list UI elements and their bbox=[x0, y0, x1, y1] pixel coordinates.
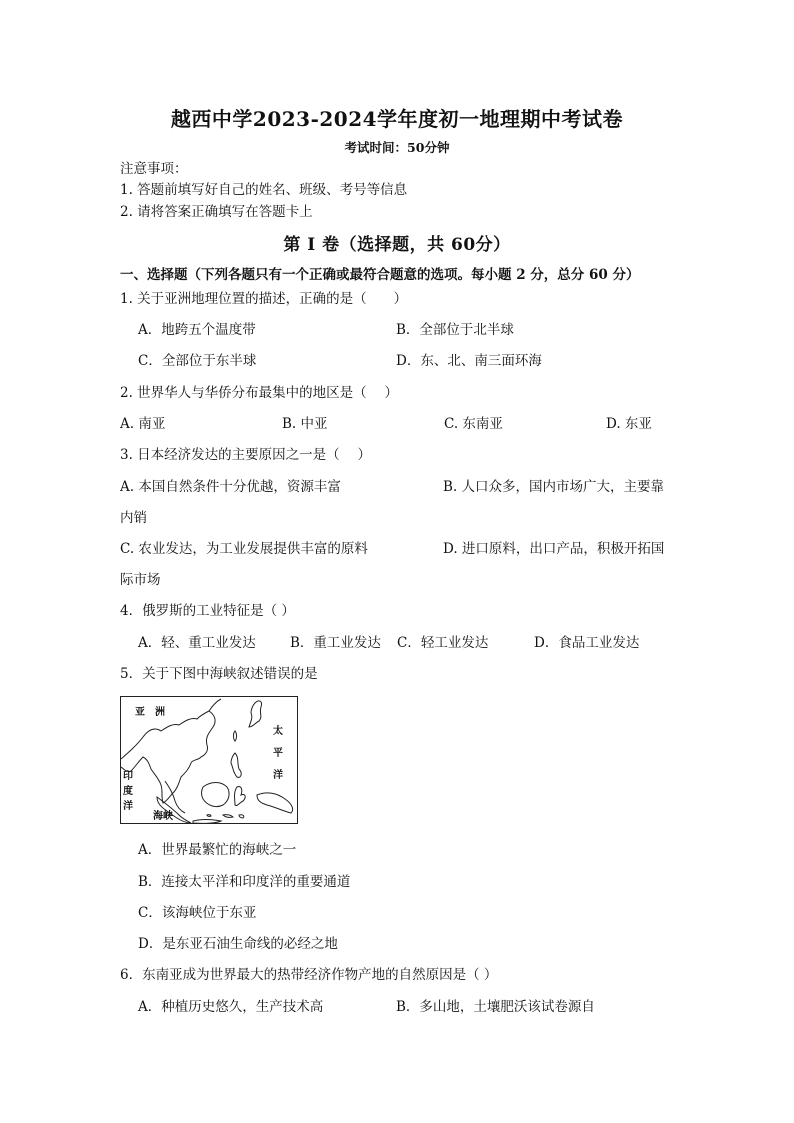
option: B. 人口众多，国内市场广大，主要靠 bbox=[443, 479, 665, 495]
option: B．多山地，土壤肥沃该试卷源自 bbox=[396, 999, 595, 1015]
section-title: 第 I 卷（选择题，共 60分） bbox=[283, 235, 511, 255]
option: A．地跨五个温度带 bbox=[138, 322, 256, 338]
question-stem: 2. 世界华人与华侨分布最集中的地区是（ ） bbox=[120, 385, 398, 401]
option: D．食品工业发达 bbox=[534, 635, 640, 651]
label-asia: 亚 洲 bbox=[135, 707, 165, 718]
java-island bbox=[193, 820, 221, 824]
exam-time: 考试时间：50分钟 bbox=[344, 140, 450, 155]
small-island bbox=[207, 815, 211, 817]
option: B．全部位于北半球 bbox=[396, 322, 514, 338]
option: B．重工业发达 bbox=[290, 635, 381, 651]
new-guinea-island bbox=[257, 793, 293, 813]
option: A. 本国自然条件十分优越，资源丰富 bbox=[120, 479, 341, 495]
notes-heading: 注意事项： bbox=[120, 161, 188, 177]
option: A．轻、重工业发达 bbox=[138, 635, 256, 651]
small-island bbox=[239, 815, 244, 818]
option: D．是东亚石油生命线的必经之地 bbox=[138, 936, 338, 952]
borneo-island bbox=[202, 783, 230, 807]
question-stem: 5．关于下图中海峡叙述错误的是 bbox=[120, 666, 318, 682]
option: C．该海峡位于东亚 bbox=[138, 905, 257, 921]
option: D. 进口原料，出口产品，积极开拓国 bbox=[443, 541, 665, 557]
question-stem: 1. 关于亚洲地理位置的描述，正确的是（ ） bbox=[120, 291, 408, 307]
option: C. 农业发达，为工业发展提供丰富的原料 bbox=[120, 541, 368, 557]
option: D．东、北、南三面环海 bbox=[396, 353, 542, 369]
sulawesi-island bbox=[235, 786, 246, 805]
option: C．轻工业发达 bbox=[397, 635, 489, 651]
label-pacific: 太平洋 bbox=[273, 726, 283, 781]
label-strait: 海峡 bbox=[153, 811, 173, 822]
taiwan-island bbox=[234, 731, 237, 741]
option-continuation: 内销 bbox=[120, 510, 147, 526]
question-stem: 4．俄罗斯的工业特征是（ ） bbox=[120, 603, 295, 619]
part-header: 一、选择题（下列各题只有一个正确或最符合题意的选项。每小题 2 分，总分 60 分） bbox=[120, 267, 640, 283]
small-island bbox=[223, 815, 233, 818]
strait-map bbox=[120, 696, 298, 824]
option: A．种植历史悠久，生产技术高 bbox=[138, 999, 324, 1015]
japan-island bbox=[249, 701, 262, 727]
option: A．世界最繁忙的海峡之一 bbox=[138, 842, 297, 858]
option-continuation: 际市场 bbox=[120, 572, 161, 588]
option: C．全部位于东半球 bbox=[138, 353, 257, 369]
question-stem: 3. 日本经济发达的主要原因之一是（ ） bbox=[120, 447, 371, 463]
option: B. 中亚 bbox=[282, 416, 328, 432]
question-stem: 6．东南亚成为世界最大的热带经济作物产地的自然原因是（ ） bbox=[120, 967, 498, 983]
option: C. 东南亚 bbox=[444, 416, 503, 432]
option: A. 南亚 bbox=[120, 416, 166, 432]
option: D. 东亚 bbox=[606, 416, 652, 432]
option: B．连接太平洋和印度洋的重要通道 bbox=[138, 874, 351, 890]
note-item: 2. 请将答案正确填写在答题卡上 bbox=[120, 204, 313, 220]
label-indian-ocean: 印度洋 bbox=[123, 771, 133, 812]
exam-title: 越西中学2023-2024学年度初一地理期中考试卷 bbox=[170, 107, 624, 131]
peninsula-outline bbox=[165, 781, 185, 813]
note-item: 1. 答题前填写好自己的姓名、班级、考号等信息 bbox=[120, 182, 408, 198]
philippines-island bbox=[231, 753, 241, 777]
